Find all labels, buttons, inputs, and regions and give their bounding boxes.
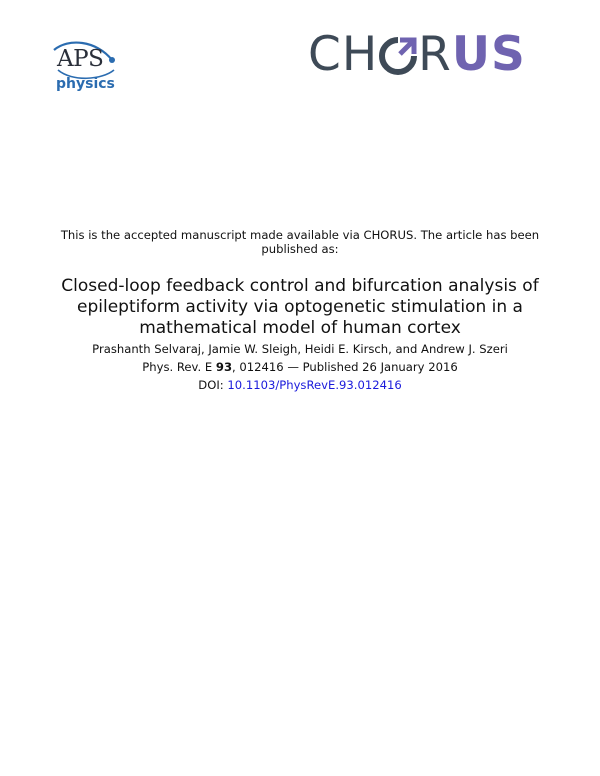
chorus-o-arrow-icon [378,34,418,80]
article-authors: Prashanth Selvaraj, Jamie W. Sleigh, Heidi E. Kirsch, and Andrew J. Szeri [92,342,508,356]
journal-name: Phys. Rev. E [142,360,213,374]
chorus-notice [50,228,550,256]
article-meta [40,340,560,394]
aps-physics-logo [50,40,120,98]
article-title [40,276,560,339]
volume-number: 93 [215,360,233,374]
notice-line-1: This is the accepted manuscript made available via CHORUS. The article has been [60,228,540,242]
doi-line [40,376,560,394]
article-number-and-date: , 012416 — Published 26 January 2016 [232,360,458,374]
aps-wordmark: APS [57,46,104,72]
doi-label: DOI: [198,378,228,392]
chorus-logo-ch: CH [308,27,379,82]
article-title-line-3: mathematical model of human cortex [139,318,461,338]
article-title-line-1: Closed-loop feedback control and bifurcation analysis of [61,276,539,296]
article-title-line-2: epileptiform activity via optogenetic stimulation in a [77,297,523,317]
doi-link[interactable]: 10.1103/PhysRevE.93.012416 [227,378,402,392]
notice-line-2: published as: [261,242,339,256]
physics-wordmark: physics [56,76,115,92]
chorus-logo [308,27,558,85]
article-citation [40,358,560,376]
chorus-logo-us: US [451,27,526,82]
chorus-logo-r: R [418,27,452,82]
